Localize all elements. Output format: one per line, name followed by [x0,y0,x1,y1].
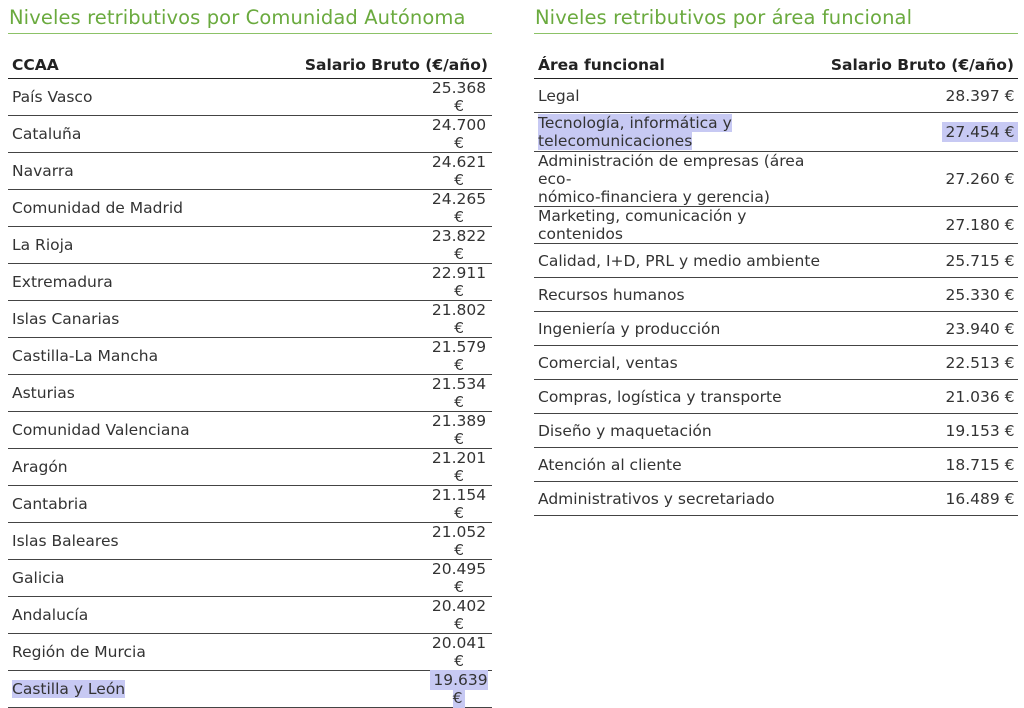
salary-value [298,671,492,708]
salary-value: 21.201 € [298,449,492,486]
region-name: Cataluña [8,116,298,153]
salary-value: 24.265 € [298,190,492,227]
table-row [8,116,492,153]
table-row-highlighted [8,671,492,708]
salary-value: 20.041 € [298,634,492,671]
area-salary-panel [534,0,1018,516]
table-row [534,207,1018,244]
salary-value: 18.715 € [824,448,1018,482]
region-name: Galicia [8,560,298,597]
area-name: Ingeniería y producción [534,312,824,346]
column-header-ccaa: CCAA [8,34,298,79]
area-table-title: Niveles retributivos por área funcional [534,0,1018,34]
region-name: País Vasco [8,79,298,116]
salary-value: 21.154 € [298,486,492,523]
table-row [8,153,492,190]
highlighted-text: Castilla y León [12,680,126,698]
salary-value: 20.402 € [298,597,492,634]
salary-value: 25.330 € [824,278,1018,312]
salary-value: 23.822 € [298,227,492,264]
salary-value: 21.802 € [298,301,492,338]
salary-value: 19.153 € [824,414,1018,448]
table-row [534,414,1018,448]
region-name: Islas Canarias [8,301,298,338]
table-row-highlighted [534,113,1018,152]
area-name-line2: nómico-financiera y gerencia) [538,188,770,206]
ccaa-table-title: Niveles retributivos por Comunidad Autónoma [8,0,492,34]
salary-value: 25.368 € [298,79,492,116]
area-name: Legal [534,79,824,113]
region-name: Región de Murcia [8,634,298,671]
area-name: Marketing, comunicación y contenidos [534,207,824,244]
table-row [534,312,1018,346]
salary-value: 27.260 € [824,152,1018,207]
salary-value: 24.700 € [298,116,492,153]
table-row [8,227,492,264]
area-name [534,152,824,207]
area-name: Compras, logística y transporte [534,380,824,414]
column-header-salary: Salario Bruto (€/año) [824,34,1018,79]
table-row [8,449,492,486]
table-row [8,634,492,671]
salary-value: 28.397 € [824,79,1018,113]
area-name [534,113,824,152]
ccaa-salary-table [8,34,492,708]
column-header-salary: Salario Bruto (€/año) [298,34,492,79]
region-name: Comunidad Valenciana [8,412,298,449]
salary-value: 21.052 € [298,523,492,560]
salary-value: 21.036 € [824,380,1018,414]
table-row [8,301,492,338]
table-row [8,597,492,634]
area-salary-table [534,34,1018,516]
salary-value: 22.513 € [824,346,1018,380]
region-name: La Rioja [8,227,298,264]
salary-value [824,113,1018,152]
region-name: Aragón [8,449,298,486]
highlighted-text-line1: Tecnología, informática y [538,114,732,132]
salary-value: 24.621 € [298,153,492,190]
table-row [8,190,492,227]
table-row [8,560,492,597]
table-row [8,412,492,449]
table-row [534,79,1018,113]
highlighted-value: 19.639 € [430,670,487,708]
table-row [534,346,1018,380]
table-row [534,380,1018,414]
region-name: Castilla-La Mancha [8,338,298,375]
table-row [8,375,492,412]
table-row [534,152,1018,207]
table-row [8,264,492,301]
highlighted-text-line2: telecomunicaciones [538,132,693,150]
area-name: Recursos humanos [534,278,824,312]
area-name: Comercial, ventas [534,346,824,380]
table-row [8,486,492,523]
region-name: Andalucía [8,597,298,634]
ccaa-salary-panel [8,0,492,708]
salary-value: 23.940 € [824,312,1018,346]
table-row [534,482,1018,516]
table-header-row [8,34,492,79]
table-row [8,79,492,116]
highlighted-value: 27.454 € [942,122,1017,142]
area-name-line1: Administración de empresas (área eco- [538,152,805,188]
table-row [534,448,1018,482]
column-header-area: Área funcional [534,34,824,79]
region-name: Islas Baleares [8,523,298,560]
salary-value: 21.389 € [298,412,492,449]
table-row [534,244,1018,278]
region-name: Comunidad de Madrid [8,190,298,227]
salary-value: 16.489 € [824,482,1018,516]
area-name: Diseño y maquetación [534,414,824,448]
area-name: Administrativos y secretariado [534,482,824,516]
salary-value: 27.180 € [824,207,1018,244]
table-row [8,523,492,560]
table-row [534,278,1018,312]
salary-value: 25.715 € [824,244,1018,278]
region-name: Cantabria [8,486,298,523]
table-header-row [534,34,1018,79]
region-name [8,671,298,708]
region-name: Extremadura [8,264,298,301]
region-name: Navarra [8,153,298,190]
area-name: Atención al cliente [534,448,824,482]
table-row [8,338,492,375]
salary-value: 20.495 € [298,560,492,597]
salary-value: 22.911 € [298,264,492,301]
area-name: Calidad, I+D, PRL y medio ambiente [534,244,824,278]
salary-value: 21.579 € [298,338,492,375]
region-name: Asturias [8,375,298,412]
salary-value: 21.534 € [298,375,492,412]
